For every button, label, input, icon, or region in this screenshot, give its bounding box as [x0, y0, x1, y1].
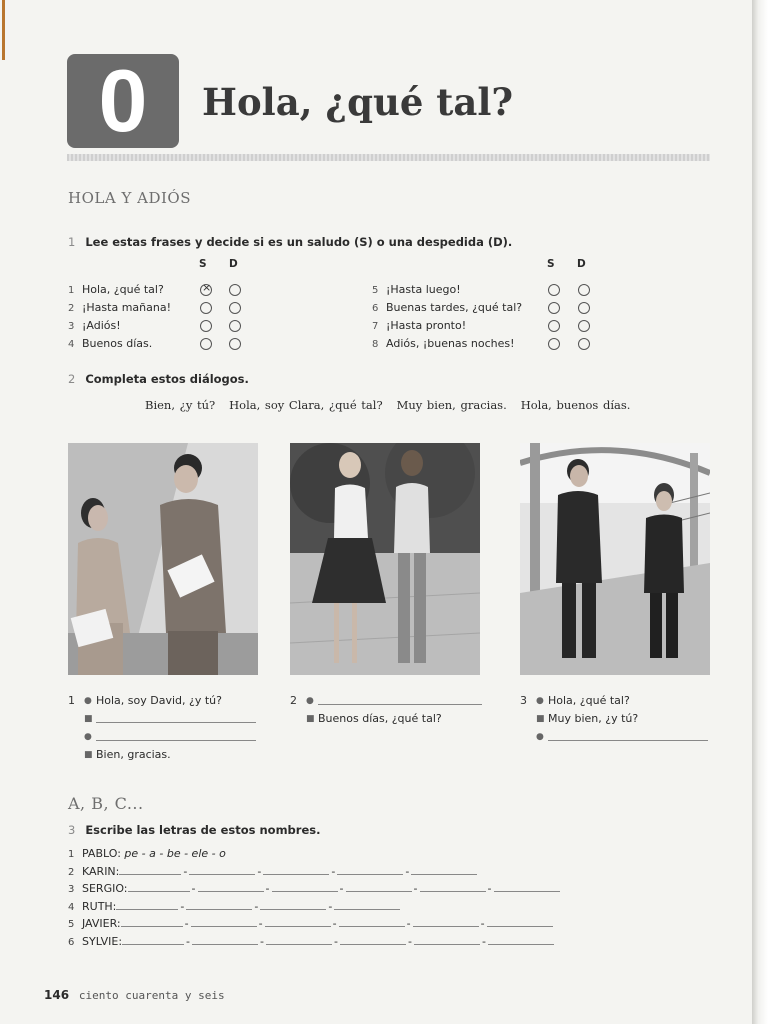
item-number: 8 [372, 339, 379, 350]
dialogue-3 [520, 692, 710, 746]
dialogue-2 [290, 692, 484, 728]
exercise-1-instruction [68, 235, 512, 249]
dialogue-line [68, 728, 258, 746]
separator-dash: - [487, 882, 492, 896]
speaker-a-bullet: ● [536, 732, 544, 742]
dialogue-1 [68, 692, 258, 764]
speaker-b-bullet: ■ [536, 714, 545, 724]
spelling-row [68, 845, 226, 862]
page-edge-shadow [752, 0, 768, 1024]
speaker-a-bullet: ● [84, 696, 92, 706]
separator-dash: - [406, 917, 411, 931]
radio-despedida[interactable] [578, 320, 590, 332]
letter-blank[interactable] [337, 863, 403, 875]
letter-blank[interactable] [121, 915, 183, 927]
separator-dash: - [331, 864, 336, 878]
separator-dash: - [332, 917, 337, 931]
speaker-a-bullet: ● [84, 732, 92, 742]
separator-dash: - [405, 864, 410, 878]
item-number: 4 [68, 339, 75, 350]
letter-blank[interactable] [340, 933, 406, 945]
separator-dash: - [408, 935, 413, 948]
separator-dash: - [413, 882, 418, 896]
dialogue-line [68, 710, 258, 728]
letter-blank[interactable] [128, 880, 190, 892]
dialogue-number: 1 [68, 694, 75, 707]
speaker-a-bullet: ● [536, 696, 544, 706]
exercise-1-item [68, 300, 171, 316]
page-footer [44, 988, 225, 1002]
column-header-s: S [547, 258, 555, 270]
item-number: 4 [68, 901, 75, 913]
exercise-1-item [372, 336, 515, 352]
letter-blank[interactable] [265, 915, 331, 927]
letter-blank[interactable] [191, 915, 257, 927]
separator-dash: - [480, 917, 485, 931]
separator-dash: - [482, 935, 487, 948]
instruction-text: Completa estos diálogos. [85, 372, 249, 386]
item-number: 6 [68, 937, 75, 948]
unit-title: Hola, ¿qué tal? [202, 80, 514, 124]
item-number: 1 [68, 285, 75, 296]
name-label: PABLO: [82, 847, 121, 860]
letter-blank[interactable] [263, 863, 329, 875]
spelling-row [68, 880, 560, 897]
word-bank: Bien, ¿y tú? Hola, soy Clara, ¿qué tal? Muy bien, gracias. Hola, buenos días. [145, 398, 631, 412]
radio-despedida[interactable] [578, 302, 590, 314]
dialogue-text: Hola, soy David, ¿y tú? [96, 694, 222, 707]
radio-saludo[interactable] [200, 338, 212, 350]
dialogue-line [290, 692, 484, 710]
radio-saludo[interactable] [548, 320, 560, 332]
separator-dash: - [191, 882, 196, 896]
radio-despedida[interactable] [229, 284, 241, 296]
letter-blank[interactable] [494, 880, 560, 892]
name-label: RUTH: [82, 899, 117, 913]
speaker-a-bullet: ● [306, 696, 314, 706]
item-number: 2 [68, 303, 75, 314]
item-number: 1 [68, 849, 75, 860]
radio-saludo[interactable] [200, 284, 212, 296]
dialogue-number: 2 [290, 694, 297, 707]
answer-blank[interactable] [548, 740, 708, 741]
letter-blank[interactable] [346, 880, 412, 892]
letter-blank[interactable] [119, 863, 181, 875]
separator-dash: - [339, 882, 344, 896]
speaker-b-bullet: ■ [84, 714, 93, 724]
item-text: ¡Hasta pronto! [386, 319, 467, 332]
radio-saludo[interactable] [548, 284, 560, 296]
dialogue-line [68, 746, 258, 764]
letter-blank[interactable] [260, 898, 326, 910]
section-heading-abc: A, B, C... [68, 794, 144, 813]
page-number: 146 [44, 988, 70, 1002]
name-label: KARIN: [82, 864, 120, 878]
photo-office-greeting [68, 443, 258, 675]
exercise-2-instruction [68, 372, 249, 386]
answer-blank[interactable] [96, 740, 256, 741]
letter-blank[interactable] [339, 915, 405, 927]
item-text: Buenas tardes, ¿qué tal? [386, 301, 523, 314]
item-number: 3 [68, 884, 75, 896]
item-number: 5 [372, 285, 379, 296]
exercise-3-instruction [68, 823, 320, 837]
item-number: 6 [372, 303, 379, 314]
letter-blank[interactable] [192, 933, 258, 945]
spelling-row [68, 863, 477, 880]
radio-despedida[interactable] [229, 302, 241, 314]
letter-blank[interactable] [186, 898, 252, 910]
letter-blank[interactable] [266, 933, 332, 945]
item-text: Adiós, ¡buenas noches! [386, 337, 515, 350]
separator-dash: - [254, 899, 259, 913]
unit-number: 0 [98, 51, 148, 150]
radio-saludo[interactable] [200, 320, 212, 332]
spelling-row [68, 933, 554, 950]
item-number: 3 [68, 321, 75, 332]
letter-blank[interactable] [122, 933, 184, 945]
instruction-text: Escribe las letras de estos nombres. [85, 823, 321, 837]
exercise-1-item [68, 336, 152, 352]
photo-street-greeting [290, 443, 480, 675]
letter-blank[interactable] [116, 898, 178, 910]
radio-saludo[interactable] [200, 302, 212, 314]
column-header-s: S [199, 258, 207, 270]
separator-dash: - [184, 917, 189, 931]
separator-dash: - [183, 864, 188, 878]
radio-despedida[interactable] [229, 320, 241, 332]
answer-blank[interactable] [318, 704, 482, 705]
letter-blank[interactable] [414, 933, 480, 945]
column-header-d: D [229, 258, 238, 270]
dialogue-text: Buenos días, ¿qué tal? [318, 712, 442, 725]
section-heading-hola-adios: HOLA Y ADIÓS [68, 189, 191, 207]
letter-blank[interactable] [198, 880, 264, 892]
exercise-1-item [68, 282, 164, 298]
dialogue-text: Hola, ¿qué tal? [548, 694, 630, 707]
radio-saludo[interactable] [548, 302, 560, 314]
name-label: JAVIER: [82, 917, 121, 931]
separator-dash: - [258, 917, 263, 931]
speaker-b-bullet: ■ [84, 750, 93, 760]
separator-dash: - [265, 882, 270, 896]
exercise-1-item [372, 300, 522, 316]
unit-number-box [67, 51, 179, 150]
separator-dash: - [328, 899, 333, 913]
photo-bridge-walk [520, 443, 710, 675]
dialogue-text: Bien, gracias. [96, 748, 171, 761]
item-number: 2 [68, 866, 75, 878]
radio-despedida[interactable] [578, 338, 590, 350]
dialogue-line [290, 710, 484, 728]
exercise-1-item [68, 318, 121, 334]
dialogue-line [68, 692, 258, 710]
letter-blank[interactable] [487, 915, 553, 927]
exercise-1-item [372, 318, 466, 334]
letter-blank[interactable] [334, 898, 400, 910]
dialogue-line [520, 692, 710, 710]
spelling-example: pe - a - be - ele - o [120, 847, 226, 860]
column-header-d: D [577, 258, 586, 270]
exercise-1-item [372, 282, 461, 298]
separator-dash: - [257, 864, 262, 878]
title-divider [67, 154, 710, 161]
letter-blank[interactable] [488, 933, 554, 945]
item-text: ¡Adiós! [82, 319, 121, 332]
dialogue-text: Muy bien, ¿y tú? [548, 712, 639, 725]
item-text: Hola, ¿qué tal? [82, 283, 164, 296]
dialogue-line [520, 728, 710, 746]
name-label: SERGIO: [82, 882, 128, 896]
speaker-b-bullet: ■ [306, 714, 315, 724]
dialogue-number: 3 [520, 694, 527, 707]
letter-blank[interactable] [411, 863, 477, 875]
instruction-text: Lee estas frases y decide si es un saludo (S) o una despedida (D). [85, 235, 513, 249]
separator-dash: - [334, 935, 339, 948]
exercise-number: 2 [68, 372, 76, 386]
radio-despedida[interactable] [229, 338, 241, 350]
exercise-number: 1 [68, 235, 76, 249]
letter-blank[interactable] [189, 863, 255, 875]
letter-blank[interactable] [420, 880, 486, 892]
letter-blank[interactable] [413, 915, 479, 927]
separator-dash: - [186, 935, 191, 948]
letter-blank[interactable] [272, 880, 338, 892]
item-text: ¡Hasta mañana! [82, 301, 171, 314]
page-number-words: ciento cuarenta y seis [78, 989, 225, 1002]
exercise-number: 3 [68, 823, 76, 837]
radio-saludo[interactable] [548, 338, 560, 350]
dialogue-line [520, 710, 710, 728]
separator-dash: - [180, 899, 185, 913]
item-text: ¡Hasta luego! [386, 283, 461, 296]
answer-blank[interactable] [96, 722, 256, 723]
name-label: SYLVIE: [82, 935, 123, 948]
spelling-row [68, 915, 553, 932]
radio-despedida[interactable] [578, 284, 590, 296]
page-corner-mark [2, 0, 5, 60]
item-number: 5 [68, 919, 75, 931]
item-text: Buenos días. [82, 337, 153, 350]
item-number: 7 [372, 321, 379, 332]
separator-dash: - [260, 935, 265, 948]
spelling-row [68, 898, 400, 915]
